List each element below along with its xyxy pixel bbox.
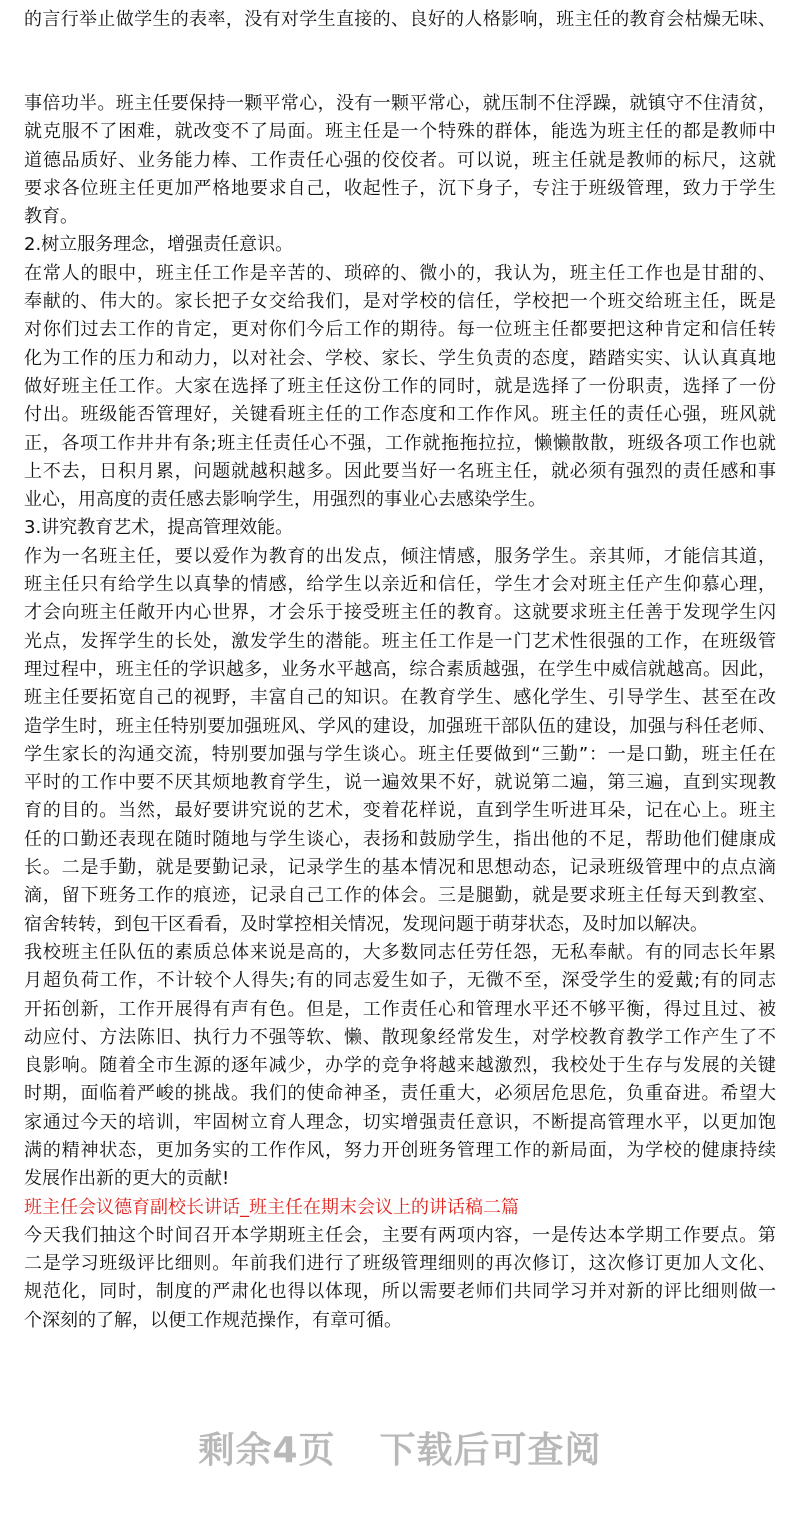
text-line: 才会向班主任敞开内心世界，才会乐于接受班主任的教育。这就要求班主任善于发现学生闪	[24, 602, 776, 624]
text-line: 二是学习班级评比细则。年前我们进行了班级管理细则的再次修订，这次修订更加人文化、	[24, 1253, 776, 1275]
text-line: 家通过今天的培训，牢固树立育人理念，切实增强责任意识，不断提高管理水平，以更加饱	[24, 1111, 776, 1133]
text-line: 对你们过去工作的肯定，更对你们今后工作的期待。每一位班主任都要把这种肯定和信任转	[24, 319, 776, 341]
paragraph	[24, 260, 776, 515]
paragraph	[24, 231, 776, 259]
text-line: 学生家长的沟通交流，特别要加强与学生谈心。班主任要做到“三勤”：一是口勤，班主任在	[24, 743, 776, 765]
text-line: 正，各项工作井井有条;班主任责任心不强，工作就拖拖拉拉，懒懒散散，班级各项工作也就	[24, 432, 776, 454]
text-line: 月超负荷工作，不计较个人得失;有的同志爱生如子，无微不至，深受学生的爱戴;有的同志	[24, 970, 776, 992]
text-line: 光点，发挥学生的长处，激发学生的潜能。班主任工作是一门艺术性很强的工作，在班级管	[24, 630, 776, 652]
text-line: 奉献的、伟大的。家长把子女交给我们，是对学校的信任，学校把一个班交给班主任，既是	[24, 291, 776, 313]
text-line: 班主任只有给学生以真挚的情感，给学生以亲近和信任，学生才会对班主任产生仰慕心理，	[24, 574, 776, 596]
text-line: 造学生时，班主任特别要加强班风、学风的建设，加强班干部队伍的建设，加强与科任老师、	[24, 715, 776, 737]
text-line: 付出。班级能否管理好，关键看班主任的工作态度和工作作风。班主任的责任心强，班风就	[24, 404, 776, 426]
text-line: 今天我们抽这个时间召开本学期班主任会，主要有两项内容，一是传达本学期工作要点。第	[24, 1224, 776, 1246]
text-line: 作为一名班主任，要以爱作为教育的出发点，倾注情感，服务学生。亲其师，才能信其道，	[24, 545, 776, 567]
text-line: 3.讲究教育艺术，提高管理效能。	[24, 517, 294, 539]
paragraph	[24, 90, 776, 231]
section-title-link[interactable]	[24, 1194, 776, 1222]
text-line: 的言行举止做学生的表率，没有对学生直接的、良好的人格影响，班主任的教育会枯燥无味、	[24, 9, 776, 30]
clipped-top-text	[24, 6, 776, 34]
text-line: 2.树立服务理念，增强责任意识。	[24, 234, 294, 256]
paragraph	[24, 939, 776, 1194]
text-line: 任的口勤还表现在随时随地与学生谈心，表扬和鼓励学生，指出他的不足，帮助他们健康成	[24, 828, 776, 850]
text-line: 教育。	[24, 206, 78, 228]
document-body	[24, 90, 776, 1335]
text-line: 平时的工作中要不厌其烦地教育学生，说一遍效果不好，就说第二遍，第三遍，直到实现教	[24, 772, 776, 794]
text-line: 滴，留下班务工作的痕迹，记录自己工作的体会。三是腿勤，就是要求班主任每天到教室、	[24, 885, 776, 907]
text-line: 做好班主任工作。大家在选择了班主任这份工作的同时，就是选择了一份职责，选择了一份	[24, 375, 776, 397]
text-line: 要求各位班主任更加严格地要求自己，收起性子，沉下身子，专注于班级管理，致力于学生	[24, 177, 776, 199]
text-line: 时期，面临着严峻的挑战。我们的使命神圣，责任重大，必须居危思危，负重奋进。希望大	[24, 1083, 776, 1105]
text-line: 个深刻的了解，以便工作规范操作，有章可循。	[24, 1309, 402, 1331]
text-line: 业心，用高度的责任感去影响学生，用强烈的事业心去感染学生。	[24, 489, 546, 511]
text-line: 动应付、方法陈旧、执行力不强等软、懒、散现象经常发生，对学校教育教学工作产生了不	[24, 1026, 776, 1048]
text-line: 宿舍转转，到包干区看看，及时掌控相关情况，发现问题于萌芽状态，及时加以解决。	[24, 913, 708, 935]
download-prompt[interactable]	[0, 1422, 800, 1473]
paragraph	[24, 543, 776, 939]
text-line: 我校班主任队伍的素质总体来说是高的，大多数同志任劳任怨，无私奉献。有的同志长年累	[24, 941, 776, 963]
download-to-view-label: 下载后可查阅	[379, 1430, 602, 1471]
paragraph	[24, 1222, 776, 1335]
text-line: 班主任会议德育副校长讲话_班主任在期末会议上的讲话稿二篇	[24, 1196, 519, 1218]
text-line: 长。二是手勤，就是要勤记录，记录学生的基本情况和思想动态，记录班级管理中的点点滴	[24, 857, 776, 879]
text-line: 就克服不了困难，就改变不了局面。班主任是一个特殊的群体，能选为班主任的都是教师中	[24, 121, 776, 143]
remaining-pages-label: 剩余4页	[198, 1430, 336, 1471]
text-line: 班主任要拓宽自己的视野，丰富自己的知识。在教育学生、感化学生、引导学生、甚至在改	[24, 687, 776, 709]
text-line: 发展作出新的更大的贡献!	[24, 1168, 230, 1190]
text-line: 良影响。随着全市生源的逐年减少，办学的竞争将越来越激烈，我校处于生存与发展的关键	[24, 1055, 776, 1077]
paragraph	[24, 514, 776, 542]
text-line: 道德品质好、业务能力棒、工作责任心强的佼佼者。可以说，班主任就是教师的标尺，这就	[24, 149, 776, 171]
text-line: 化为工作的压力和动力，以对社会、学校、家长、学生负责的态度，踏踏实实、认认真真地	[24, 347, 776, 369]
text-line: 在常人的眼中，班主任工作是辛苦的、琐碎的、微小的，我认为，班主任工作也是甘甜的、	[24, 262, 776, 284]
text-line: 满的精神状态，更加务实的工作作风，努力开创班务管理工作的新局面，为学校的健康持续	[24, 1139, 776, 1161]
text-line: 育的目的。当然，最好要讲究说的艺术，变着花样说，直到学生听进耳朵，记在心上。班主	[24, 800, 776, 822]
text-line: 开拓创新，工作开展得有声有色。但是，工作责任心和管理水平还不够平衡，得过且过、被	[24, 998, 776, 1020]
text-line: 事倍功半。班主任要保持一颗平常心，没有一颗平常心，就压制不住浮躁，就镇守不住清贫，	[24, 93, 776, 114]
text-line: 上不去，日积月累，问题就越积越多。因此要当好一名班主任，就必须有强烈的责任感和事	[24, 460, 776, 482]
text-line: 规范化，同时，制度的严肃化也得以体现，所以需要老师们共同学习并对新的评比细则做一	[24, 1281, 776, 1303]
text-line: 理过程中，班主任的学识越多，业务水平越高，综合素质越强，在学生中威信就越高。因此，	[24, 658, 776, 680]
